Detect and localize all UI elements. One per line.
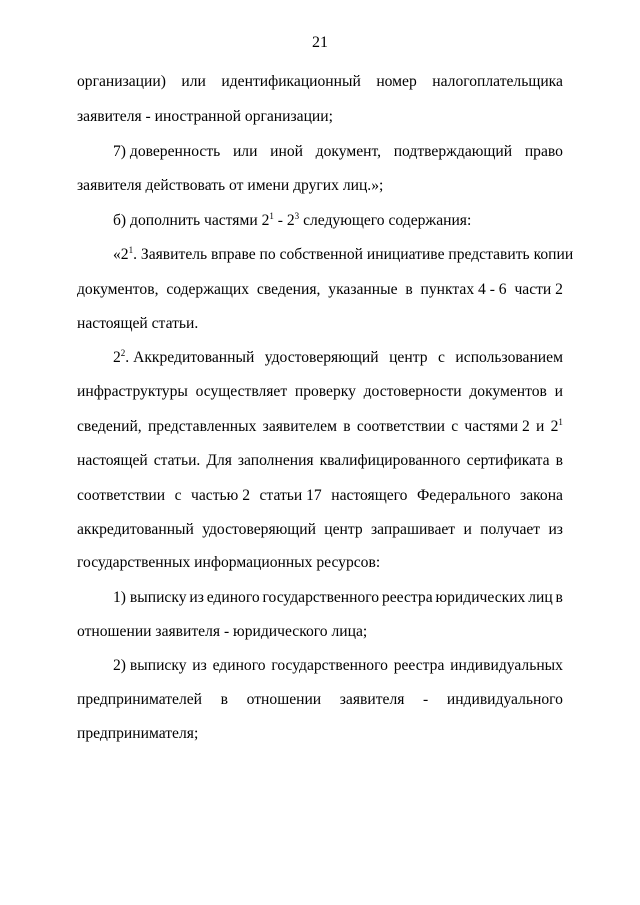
word: единого	[212, 657, 266, 674]
word: содержащих	[166, 281, 250, 298]
text-line-6	[113, 245, 574, 265]
word: отношении	[246, 691, 322, 708]
word	[551, 417, 563, 437]
word: 2) выписку	[113, 657, 187, 674]
word: организации)	[77, 73, 166, 90]
text-run: 2	[550, 418, 559, 435]
word: лиц	[528, 589, 553, 606]
text-line-10	[77, 382, 563, 402]
word: квалифицированного	[319, 452, 461, 469]
word: достоверности	[363, 383, 462, 400]
word: реестра	[381, 589, 433, 606]
word: из	[548, 521, 563, 538]
word: заполнения	[237, 452, 314, 469]
word: сведений,	[77, 418, 142, 435]
text-line-11	[77, 417, 563, 437]
text-line-5	[113, 211, 563, 231]
word: или	[232, 143, 258, 160]
word: соответствии	[77, 487, 166, 504]
word: соответствии	[356, 418, 445, 435]
word: из	[189, 589, 204, 606]
word: налогоплательщика	[432, 73, 563, 90]
text-line-14	[77, 520, 563, 540]
superscript: 2	[120, 348, 126, 358]
word: удостоверяющий	[264, 349, 379, 366]
word: или	[181, 73, 206, 90]
superscript: 3	[294, 211, 300, 221]
text-run: следующего содержания:	[299, 212, 472, 229]
word: в	[343, 418, 351, 435]
text-run: б) дополнить частями 2	[113, 212, 270, 229]
word: Для	[206, 452, 232, 469]
text-line-8: настоящей статьи.	[77, 315, 199, 332]
word: документ,	[315, 143, 382, 160]
page-number: 21	[312, 34, 328, 51]
word: заявителем	[262, 418, 337, 435]
word: в	[220, 691, 229, 708]
word: инфраструктуры	[77, 383, 188, 400]
text-line-7	[77, 280, 563, 300]
text-line-3	[113, 142, 563, 162]
word: номер	[376, 73, 417, 90]
word: из	[192, 657, 207, 674]
word: документов,	[77, 281, 159, 298]
word	[113, 348, 254, 368]
word: документов	[469, 383, 547, 400]
text-run: 2	[113, 349, 121, 366]
word: аккредитованный	[77, 521, 194, 538]
word: 1) выписку	[113, 589, 187, 606]
text-run: . Аккредитованный	[125, 349, 255, 366]
text-run: - 2	[273, 212, 295, 229]
text-line-12	[77, 451, 563, 471]
word: сертификата	[466, 452, 550, 469]
word: сведения,	[256, 281, 321, 298]
word: юридических	[435, 589, 526, 606]
word: государственного	[262, 589, 380, 606]
word: и	[536, 418, 545, 435]
text-line-16	[113, 588, 563, 608]
word: удостоверяющий	[202, 521, 316, 538]
word: с	[174, 487, 182, 504]
word: указанные	[328, 281, 398, 298]
text-line-2: заявителя - иностранной организации;	[77, 108, 333, 125]
word: в	[555, 589, 563, 606]
text-line-13	[77, 486, 563, 506]
word: настоящей	[77, 452, 148, 469]
word: реестра	[393, 657, 445, 674]
word: с	[451, 418, 459, 435]
text-run: «2	[113, 246, 129, 263]
text-line-1	[77, 72, 563, 92]
text-line-20: предпринимателя;	[77, 725, 199, 742]
word: и	[554, 383, 563, 400]
word: статьи 17	[259, 487, 322, 504]
superscript: 1	[269, 211, 274, 221]
word: Федерального	[416, 487, 511, 504]
word: частями 2	[464, 418, 530, 435]
word: использованием	[455, 349, 563, 366]
word: иной	[270, 143, 303, 160]
word: с	[438, 349, 445, 366]
superscript: 1	[128, 245, 134, 255]
word: в	[405, 281, 413, 298]
word: 7) доверенность	[113, 143, 221, 160]
word: части 2	[514, 281, 563, 298]
word: идентификационный	[221, 73, 361, 90]
word: проверку	[294, 383, 356, 400]
word: заявителя	[339, 691, 405, 708]
word: центр	[389, 349, 428, 366]
text-run: . Заявитель вправе по собственной инициативе представить копии	[133, 246, 574, 263]
word: индивидуального	[446, 691, 563, 708]
word: закона	[520, 487, 563, 504]
text-line-19	[77, 690, 563, 710]
superscript: 1	[558, 417, 563, 427]
word: индивидуальных	[450, 657, 563, 674]
word: статьи.	[153, 452, 201, 469]
word: настоящего	[331, 487, 408, 504]
word: в	[555, 452, 563, 469]
text-line-17: отношении заявителя - юридического лица;	[77, 623, 368, 640]
word: подтверждающий	[393, 143, 513, 160]
word: право	[524, 143, 563, 160]
word: частью 2	[191, 487, 251, 504]
word: единого	[206, 589, 260, 606]
text-line-15: государственных информационных ресурсов:	[77, 554, 381, 571]
word: предпринимателей	[77, 691, 203, 708]
word: запрашивает	[371, 521, 456, 538]
word: -	[423, 691, 429, 708]
word: получает	[480, 521, 541, 538]
word: пунктах 4 - 6	[420, 281, 507, 298]
word: центр	[324, 521, 363, 538]
word: государственного	[271, 657, 388, 674]
text-line-9	[113, 348, 563, 368]
word: представленных	[147, 418, 257, 435]
text-line-4: заявителя действовать от имени других лиц.»;	[77, 177, 384, 194]
word: и	[463, 521, 472, 538]
text-line-18	[113, 656, 563, 676]
word: осуществляет	[195, 383, 288, 400]
